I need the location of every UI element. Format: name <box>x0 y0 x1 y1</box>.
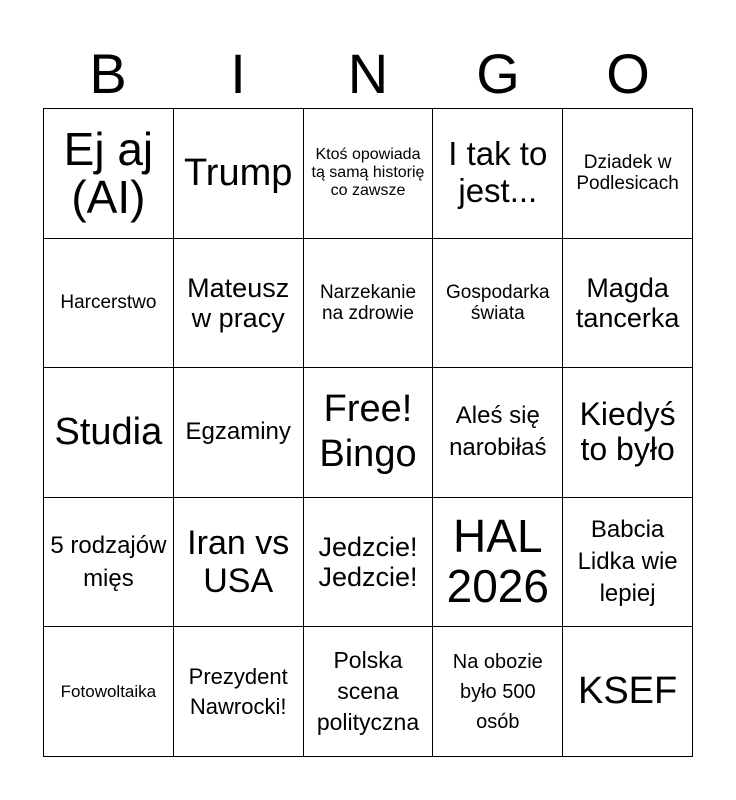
bingo-cell[interactable] <box>304 498 434 628</box>
bingo-cell[interactable] <box>304 109 434 239</box>
cell-text: Polska scena polityczna <box>316 647 420 736</box>
header-letter-n: N <box>347 42 389 105</box>
bingo-cell[interactable] <box>44 627 174 757</box>
cell-text: Babcia Lidka wie lepiej <box>577 515 678 608</box>
cell-text: Ktoś opowiada tą samą historię co zawsze <box>311 146 425 200</box>
cell-text: 5 rodzajów mięs <box>50 531 167 593</box>
bingo-cell[interactable] <box>44 498 174 628</box>
bingo-cell[interactable] <box>304 239 434 369</box>
cell-text: Trump <box>184 152 293 195</box>
cell-text: Dziadek w Podlesicach <box>576 152 679 195</box>
bingo-cell[interactable] <box>44 109 174 239</box>
cell-text: Kiedyś to było <box>579 395 676 468</box>
bingo-cell[interactable] <box>174 239 304 369</box>
cell-text: Free! Bingo <box>319 387 417 476</box>
bingo-cell[interactable] <box>44 368 174 498</box>
bingo-cell[interactable] <box>174 627 304 757</box>
bingo-cell[interactable] <box>563 627 693 757</box>
cell-text: Fotowoltaika <box>60 682 157 702</box>
cell-text: Ej aj (AI) <box>63 123 154 224</box>
bingo-cell[interactable] <box>433 109 563 239</box>
cell-text: Magda tancerka <box>575 272 680 333</box>
bingo-cell[interactable] <box>174 368 304 498</box>
cell-text: Harcerstwo <box>60 292 157 314</box>
cell-text: HAL 2026 <box>446 510 549 613</box>
bingo-cell[interactable] <box>433 239 563 369</box>
cell-text: KSEF <box>577 670 678 713</box>
bingo-cell[interactable] <box>433 627 563 757</box>
bingo-cell[interactable] <box>433 498 563 628</box>
header-letter-i: I <box>230 42 246 105</box>
bingo-cell[interactable] <box>174 498 304 628</box>
bingo-grid <box>43 108 693 757</box>
bingo-cell[interactable] <box>563 239 693 369</box>
bingo-cell[interactable] <box>304 627 434 757</box>
cell-text: Jedzcie! Jedzcie! <box>318 531 418 593</box>
bingo-cell[interactable] <box>174 109 304 239</box>
cell-text: I tak to jest... <box>448 135 548 210</box>
cell-text: Na obozie było 500 osób <box>452 650 543 733</box>
bingo-cell[interactable] <box>563 109 693 239</box>
bingo-cell[interactable] <box>44 239 174 369</box>
cell-text: Gospodarka świata <box>446 281 550 324</box>
cell-text: Narzekanie na zdrowie <box>319 281 417 324</box>
bingo-cell[interactable] <box>304 368 434 498</box>
bingo-cell[interactable] <box>433 368 563 498</box>
cell-text: Egzaminy <box>185 418 291 446</box>
header-letter-b: B <box>89 42 127 105</box>
cell-text: Iran vs USA <box>187 524 290 601</box>
cell-text: Studia <box>54 411 163 454</box>
cell-text: Prezydent Nawrocki! <box>188 664 288 719</box>
cell-text: Mateusz w pracy <box>187 272 290 333</box>
cell-text: Aleś się narobiłaś <box>449 402 547 462</box>
header-letter-g: G <box>476 42 520 105</box>
bingo-header <box>43 40 693 108</box>
header-letter-o: O <box>606 42 650 105</box>
bingo-cell[interactable] <box>563 498 693 628</box>
bingo-cell[interactable] <box>563 368 693 498</box>
